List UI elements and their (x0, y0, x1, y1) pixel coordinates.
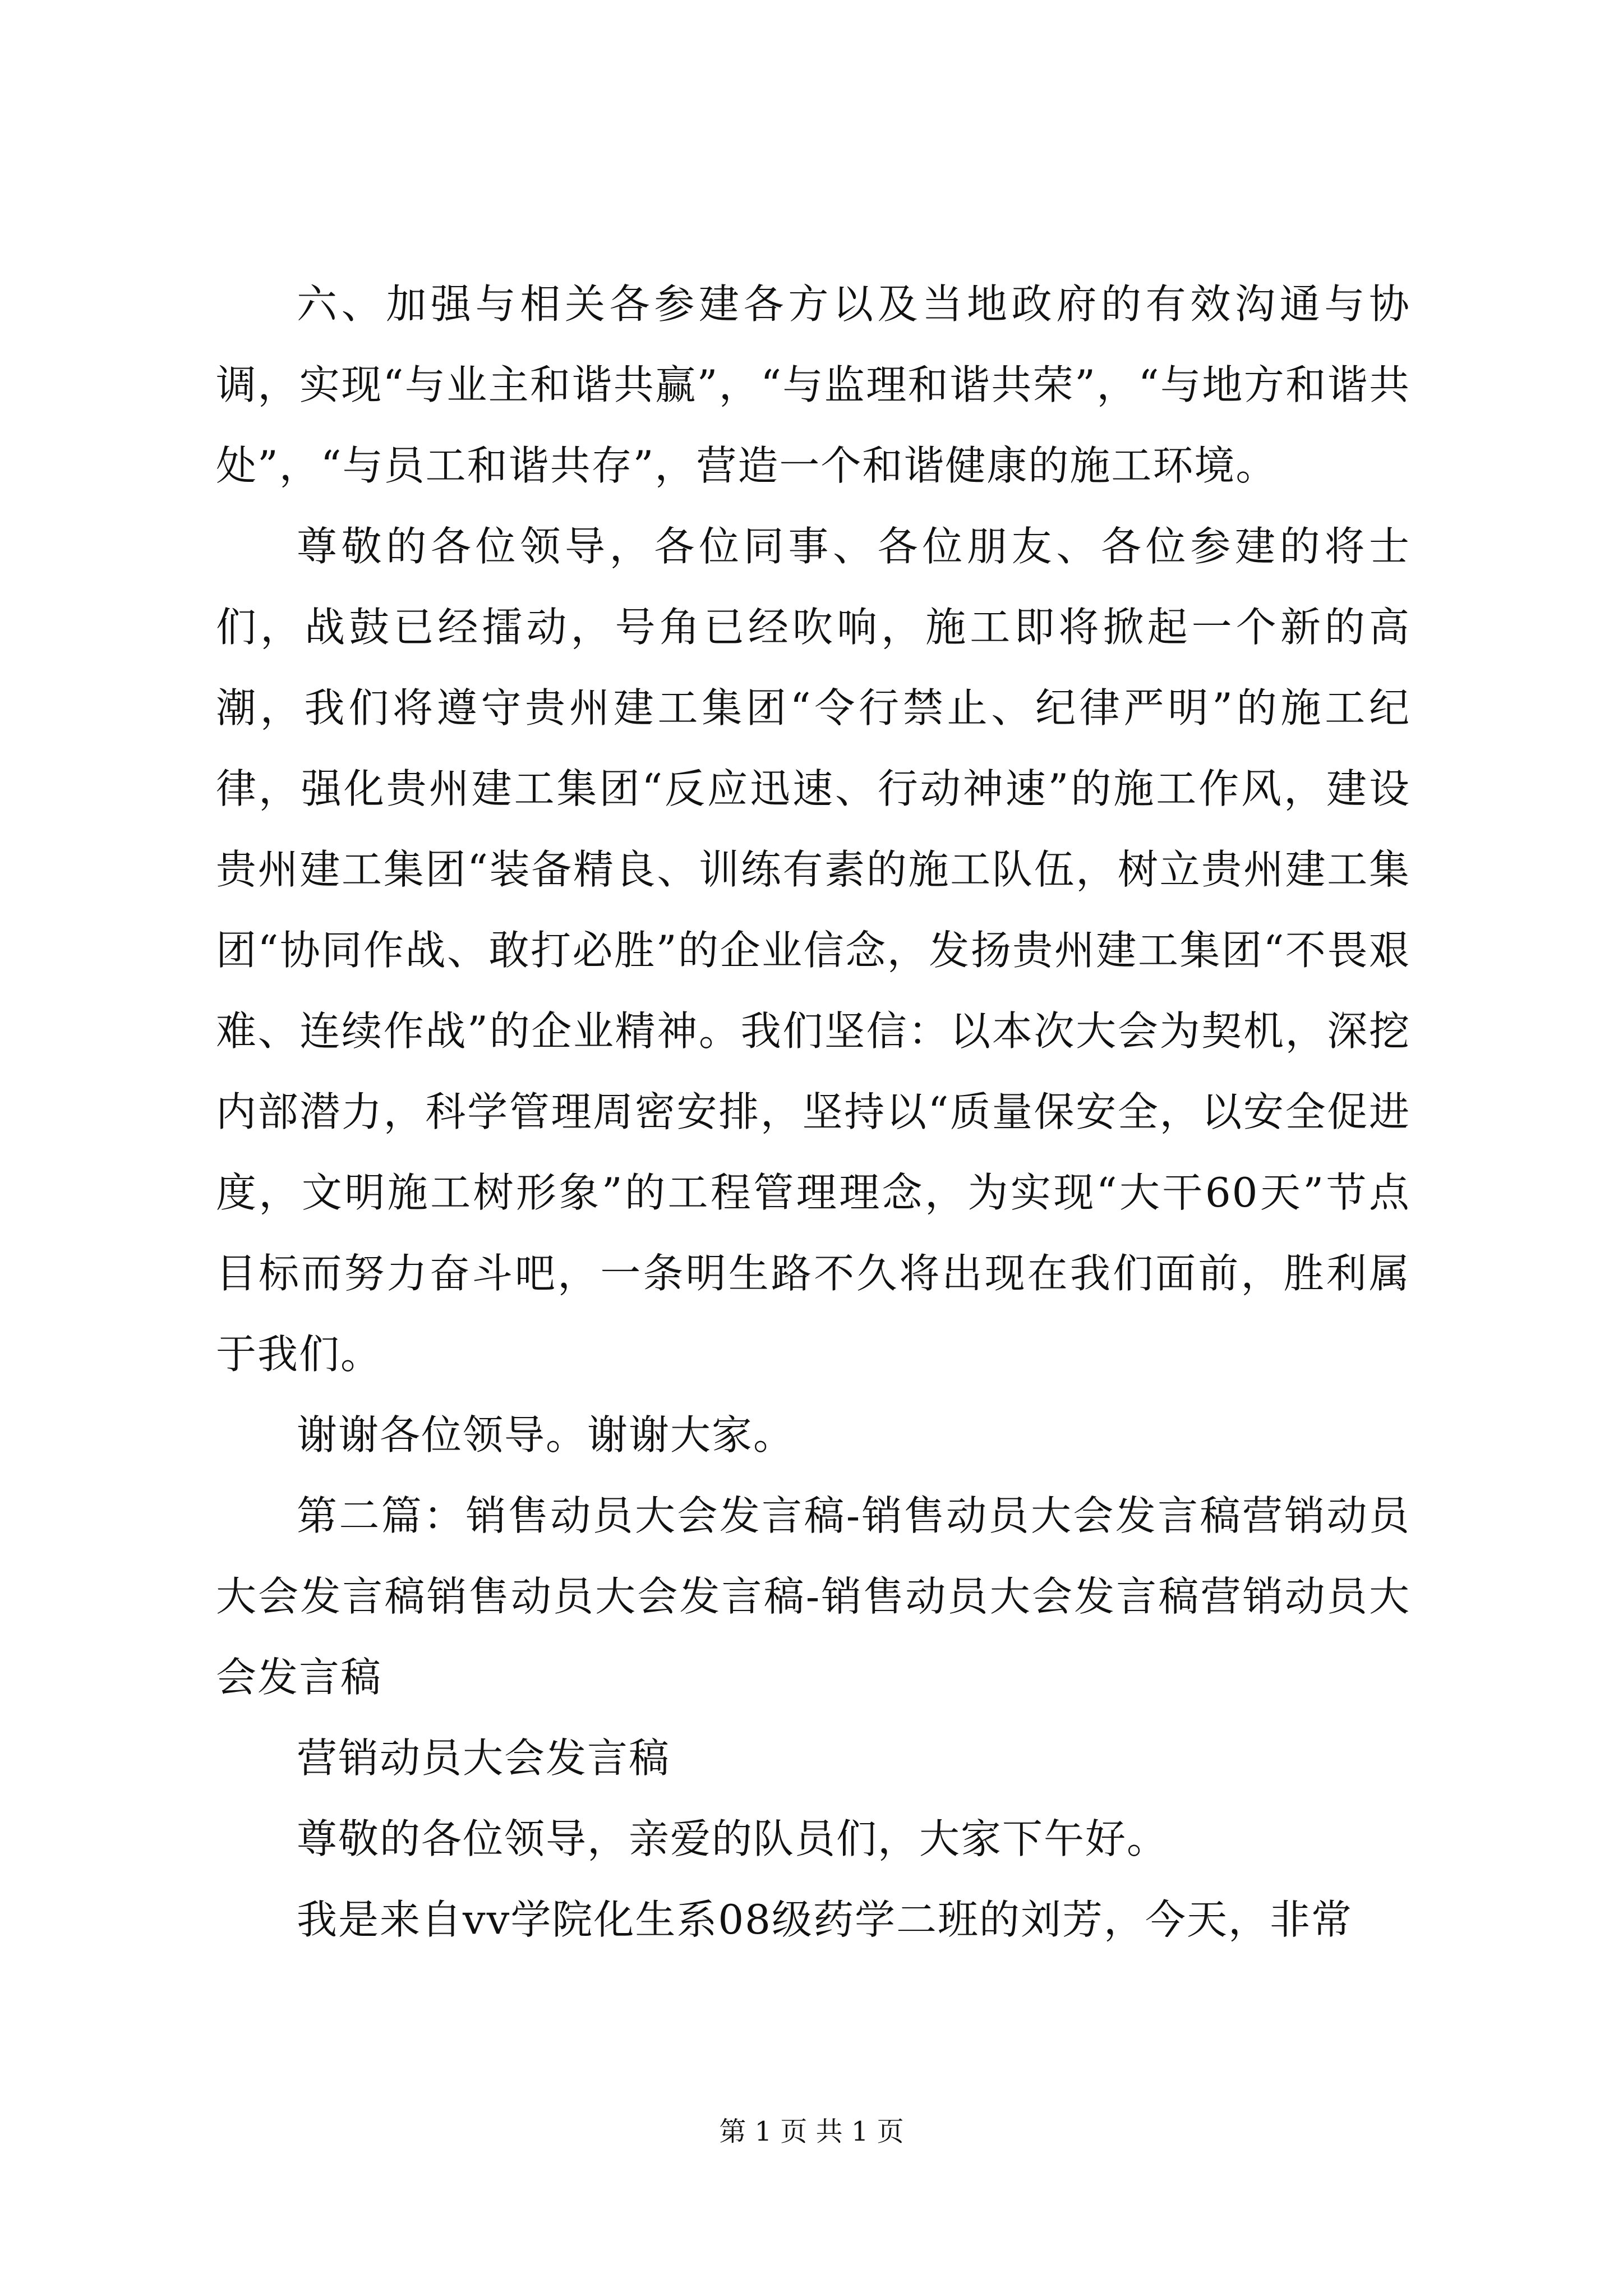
paragraph-mobilization-speech: 尊敬的各位领导，各位同事、各位朋友、各位参建的将士们，战鼓已经擂动，号角已经吹响，施工即将掀起一个新的高潮，我们将遵守贵州建工集团“令行禁止、纪律严明”的施工纪律，强化贵州建工集团“反应迅速、行动神速”的施工作风，建设贵州建工集团“装备精良、训练有素的施工队伍，树立贵州建工集团“协同作战、敢打必胜”的企业信念，发扬贵州建工集团“不畏艰难、连续作战”的企业精神。我们坚信：以本次大会为契机，深挖内部潜力，科学管理周密安排，坚持以“质量保安全，以安全促进度，文明施工树形象”的工程管理理念，为实现“大干60天”节点目标而努力奋斗吧，一条明生路不久将出现在我们面前，胜利属于我们。 (216, 523, 1410, 1378)
paragraph-introduction: 我是来自vv学院化生系08级药学二班的刘芳，今天，非常 (297, 1896, 1353, 1943)
paragraph-thanks: 谢谢各位领导。谢谢大家。 (297, 1411, 795, 1458)
paragraph-coordination: 六、加强与相关各参建各方以及当地政府的有效沟通与协调，实现“与业主和谐共赢”，“与监理和谐共荣”，“与地方和谐共处”，“与员工和谐共存”，营造一个和谐健康的施工环境。 (216, 280, 1410, 489)
page-footer: 第 1 页 共 1 页 (719, 2116, 904, 2147)
document-body (216, 264, 1410, 1960)
paragraph-greeting: 尊敬的各位领导，亲爱的队员们，大家下午好。 (297, 1815, 1169, 1862)
paragraph-second-article-title: 第二篇：销售动员大会发言稿-销售动员大会发言稿营销动员大会发言稿销售动员大会发言稿-销售动员大会发言稿营销动员大会发言稿 (216, 1492, 1410, 1701)
paragraph-speech-title: 营销动员大会发言稿 (297, 1734, 671, 1782)
